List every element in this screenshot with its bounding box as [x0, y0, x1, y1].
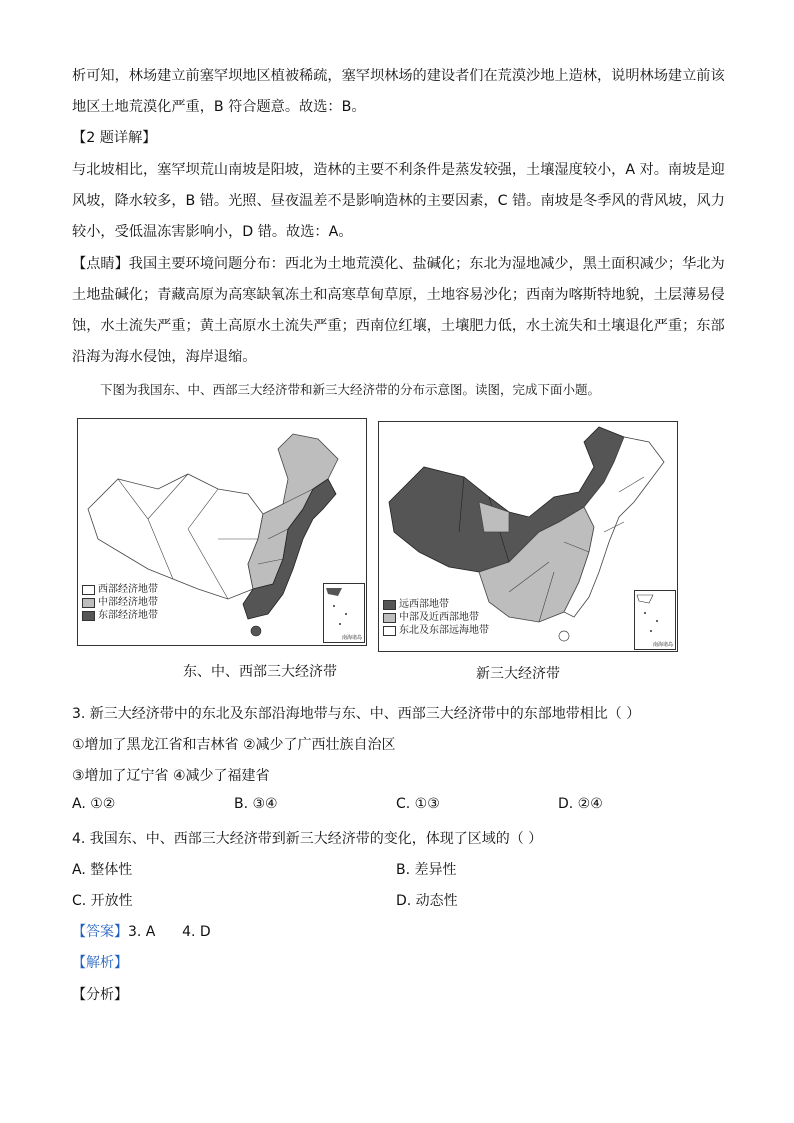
map-caption: 东、中、西部三大经济带 — [183, 664, 337, 680]
map-legend — [82, 583, 158, 622]
map-three-economic-belts — [77, 418, 367, 646]
legend-swatch-west — [82, 585, 95, 595]
section-heading: 【2 题详解】 — [72, 130, 157, 146]
map-caption: 新三大经济带 — [476, 666, 560, 682]
option-b: B. 差异性 — [396, 862, 457, 878]
text-line: 较小，受低温冻害影响小，D 错。故选：A。 — [72, 224, 353, 240]
text-line: 风坡，降水较多，B 错。光照、昼夜温差不是影响造林的主要因素，C 错。南坡是冬季风的背风坡，风力 — [72, 193, 725, 209]
map-new-three-economic-belts — [378, 421, 678, 652]
question-3-items: ③增加了辽宁省 ④减少了福建省 — [72, 768, 270, 784]
option-a: A. 整体性 — [72, 862, 133, 878]
option-c: C. 开放性 — [72, 893, 133, 909]
legend-label: 东北及东部远海地带 — [399, 625, 489, 636]
text-line: 地区土地荒漠化严重，B 符合题意。故选：B。 — [72, 99, 366, 115]
south-china-sea-inset — [323, 583, 365, 643]
option-d: D. 动态性 — [396, 893, 458, 909]
legend-swatch-central-near-west — [383, 613, 396, 623]
text-line: 沿海为海水侵蚀，海岸退缩。 — [72, 349, 257, 365]
inset-label: 南海诸岛 — [652, 642, 673, 648]
answer-label: 【答案】 — [72, 924, 128, 940]
option-c: C. ①③ — [396, 796, 440, 812]
legend-swatch-central — [82, 598, 95, 608]
answer-text: 3. A 4. D — [128, 924, 211, 940]
text-line: 析可知，林场建立前塞罕坝地区植被稀疏，塞罕坝林场的建设者们在荒漠沙地上造林，说明林场建立前该 — [72, 68, 725, 84]
text-line: 土地盐碱化；青藏高原为高寒缺氧冻土和高寒草甸草原，土地容易沙化；西南为喀斯特地貌，土层薄易侵 — [72, 287, 725, 303]
option-b: B. ③④ — [234, 796, 278, 812]
text-line: 蚀，水土流失严重；黄土高原水土流失严重；西南位红壤，土壤肥力低，水土流失和土壤退化严重；东部 — [72, 318, 725, 334]
legend-swatch-far-west — [383, 600, 396, 610]
question-3-stem: 3. 新三大经济带中的东北及东部沿海地带与东、中、西部三大经济带中的东部地带相比（ ） — [72, 706, 641, 722]
analysis-heading: 【解析】 — [72, 955, 128, 971]
figure-intro: 下图为我国东、中、西部三大经济带和新三大经济带的分布示意图。读图，完成下面小题。 — [100, 382, 601, 397]
legend-label: 中部及近西部地带 — [399, 612, 479, 623]
answer-line — [72, 921, 211, 941]
option-a: A. ①② — [72, 796, 116, 812]
option-d: D. ②④ — [558, 796, 603, 812]
legend-label: 中部经济地带 — [98, 597, 158, 608]
map-legend — [383, 598, 489, 637]
legend-swatch-northeast-east — [383, 626, 396, 636]
legend-label: 西部经济地带 — [98, 584, 158, 595]
inset-label: 南海诸岛 — [341, 635, 362, 641]
question-4-stem: 4. 我国东、中、西部三大经济带到新三大经济带的变化，体现了区域的（ ） — [72, 831, 543, 847]
text-line: 【点睛】我国主要环境问题分布：西北为土地荒漠化、盐碱化；东北为湿地减少，黑土面积减少；华北为 — [72, 256, 725, 272]
text-line: 与北坡相比，塞罕坝荒山南坡是阳坡，造林的主要不利条件是蒸发较强，土壤湿度较小，A 对。南坡是迎 — [72, 162, 725, 178]
legend-swatch-east — [82, 611, 95, 621]
legend-label: 远西部地带 — [399, 599, 449, 610]
legend-label: 东部经济地带 — [98, 610, 158, 621]
question-3-items: ①增加了黑龙江省和吉林省 ②减少了广西壮族自治区 — [72, 737, 396, 753]
fenxi-heading: 【分析】 — [72, 987, 128, 1003]
south-china-sea-inset — [634, 590, 676, 650]
